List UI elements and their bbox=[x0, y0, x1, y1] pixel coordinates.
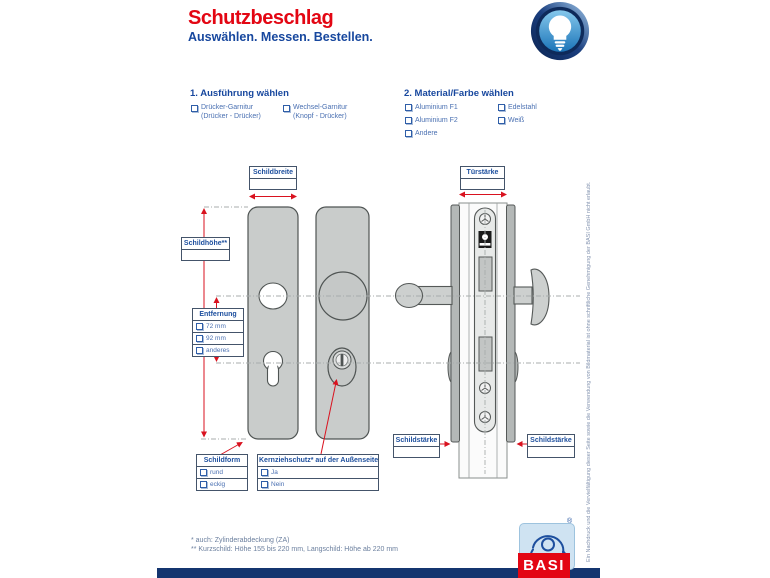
checkbox-aluminium-f1[interactable] bbox=[405, 104, 412, 111]
option-nein: Nein bbox=[271, 481, 285, 488]
inside-plate-edge bbox=[451, 205, 460, 442]
checkbox-rund[interactable] bbox=[200, 469, 207, 476]
option-wechsel-garnitur: Wechsel-Garnitur (Knopf - Drücker) bbox=[293, 104, 348, 120]
basi-wordmark bbox=[518, 553, 570, 578]
schildbreite-input[interactable] bbox=[250, 179, 296, 189]
tuerstaerke-label: Türstärke bbox=[461, 167, 504, 179]
lever-handle-profile bbox=[396, 284, 453, 308]
schildstaerke-right-box bbox=[527, 434, 575, 458]
schildstaerke-left-box bbox=[393, 434, 440, 458]
checkbox-kernziehschutz-nein[interactable] bbox=[261, 481, 268, 488]
registered-mark: ® bbox=[567, 518, 573, 525]
option-rund: rund bbox=[210, 469, 224, 476]
option-anderes: anderes bbox=[206, 347, 230, 354]
footnote-1: * auch: Zylinderabdeckung (ZA) bbox=[191, 537, 290, 544]
checkbox-eckig[interactable] bbox=[200, 481, 207, 488]
checkbox-andere[interactable] bbox=[405, 130, 412, 137]
kernziehschutz-label: Kernziehschutz* auf der Außenseite bbox=[258, 455, 378, 467]
outside-plate-drawing bbox=[248, 207, 369, 439]
option-92mm: 92 mm bbox=[206, 335, 226, 342]
latch-cutout bbox=[479, 257, 492, 291]
option-edelstahl: Edelstahl bbox=[508, 104, 537, 111]
lightbulb-icon bbox=[529, 1, 591, 63]
step2-heading: 2. Material/Farbe wählen bbox=[404, 88, 514, 99]
knob-profile bbox=[514, 269, 549, 325]
checkbox-druecker-garnitur[interactable] bbox=[191, 105, 198, 112]
schildstaerke-right-input[interactable] bbox=[528, 447, 574, 457]
tuerstaerke-box bbox=[460, 166, 505, 190]
kernziehschutz-box bbox=[257, 454, 379, 491]
schildbreite-box bbox=[249, 166, 297, 190]
option-72mm: 72 mm bbox=[206, 323, 226, 330]
option-aluminium-f2: Aluminium F2 bbox=[415, 117, 458, 124]
schildhoehe-input[interactable] bbox=[182, 250, 229, 260]
option-aluminium-f1: Aluminium F1 bbox=[415, 104, 458, 111]
footnotes bbox=[191, 537, 398, 554]
checkbox-kernziehschutz-ja[interactable] bbox=[261, 469, 268, 476]
option-weiss: Weiß bbox=[508, 117, 525, 124]
entfernung-label: Entfernung bbox=[193, 309, 243, 321]
page-title: Schutzbeschlag bbox=[188, 7, 334, 29]
checkbox-weiss[interactable] bbox=[498, 117, 505, 124]
checkbox-anderes[interactable] bbox=[196, 347, 203, 354]
checkbox-92mm[interactable] bbox=[196, 335, 203, 342]
security-rosette bbox=[328, 348, 356, 386]
basi-wordmark-text: BASI bbox=[523, 557, 565, 574]
step1-heading: 1. Ausführung wählen bbox=[190, 88, 289, 99]
checkbox-wechsel-garnitur[interactable] bbox=[283, 105, 290, 112]
schildhoehe-box bbox=[181, 237, 230, 261]
schildform-box bbox=[196, 454, 248, 491]
option-eckig: eckig bbox=[210, 481, 226, 488]
schildstaerke-left-label: Schildstärke bbox=[394, 435, 439, 447]
outside-plate-edge bbox=[507, 205, 516, 442]
copyright-note: Ein Nachdruck und die Vervielfältigung dieser Seite sowie die Verwendung von Bildmaterial ist ohne schriftliche Genehmigung der BASI GmbH nicht erlaubt. bbox=[586, 181, 592, 562]
option-druecker-garnitur: Drücker-Garnitur (Drücker - Drücker) bbox=[201, 104, 261, 120]
schildform-label: Schildform bbox=[197, 455, 247, 467]
page-subtitle: Auswählen. Messen. Bestellen. bbox=[188, 30, 373, 44]
entfernung-box bbox=[192, 308, 244, 357]
schildstaerke-right-label: Schildstärke bbox=[528, 435, 574, 447]
checkbox-72mm[interactable] bbox=[196, 323, 203, 330]
option-andere: Andere bbox=[415, 130, 438, 137]
schildstaerke-left-input[interactable] bbox=[394, 447, 439, 457]
tuerstaerke-input[interactable] bbox=[461, 179, 504, 189]
checkbox-aluminium-f2[interactable] bbox=[405, 117, 412, 124]
bolt-cutout bbox=[479, 337, 492, 371]
schildhoehe-label: Schildhöhe** bbox=[182, 238, 229, 250]
checkbox-edelstahl[interactable] bbox=[498, 104, 505, 111]
footnote-2: ** Kurzschild: Höhe 155 bis 220 mm, Langschild: Höhe ab 220 mm bbox=[191, 545, 398, 553]
schildbreite-label: Schildbreite bbox=[250, 167, 296, 179]
option-ja: Ja bbox=[271, 469, 278, 476]
